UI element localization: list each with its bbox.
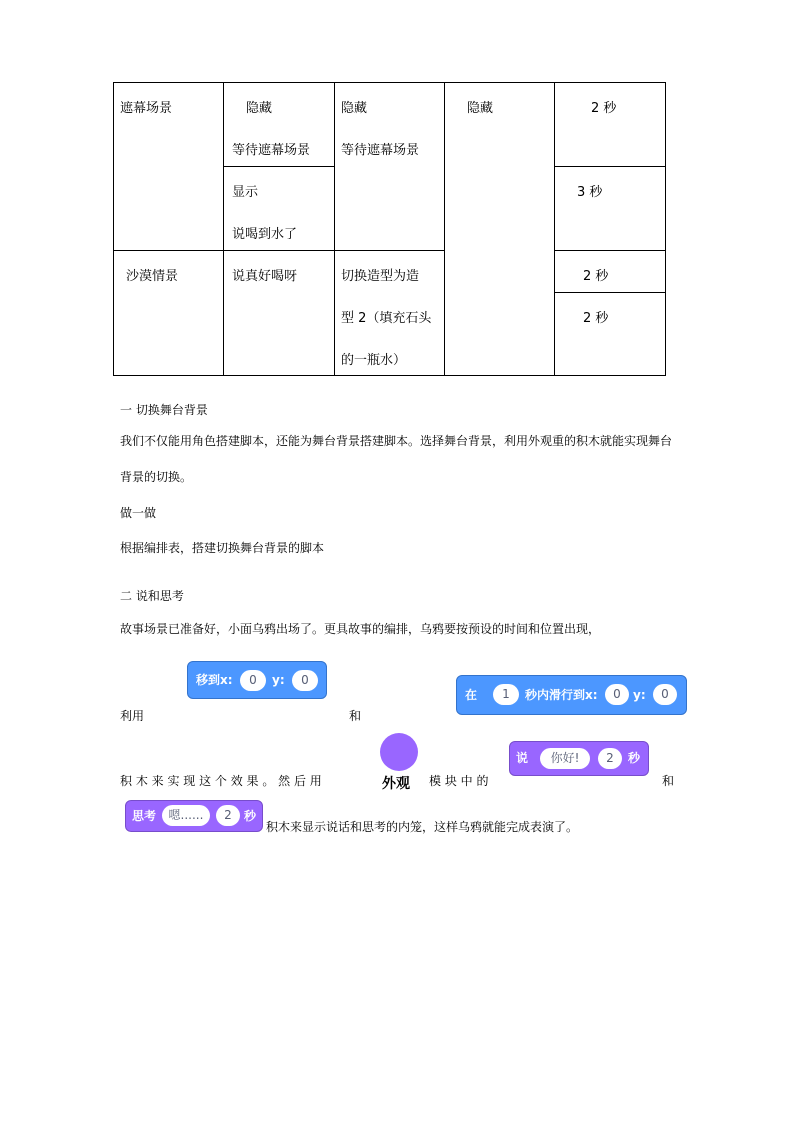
x-input: 0 bbox=[240, 670, 266, 691]
say-block bbox=[509, 741, 649, 776]
think-block bbox=[125, 800, 263, 832]
secs-input: 1 bbox=[493, 684, 519, 705]
goto-xy-block bbox=[187, 661, 327, 699]
scene-cell-2 bbox=[114, 251, 224, 376]
paragraph-text: 积 木 来 实 现 这 个 效 果 。 然 后 用 bbox=[120, 774, 322, 788]
table-cell bbox=[224, 167, 335, 251]
paragraph-text: 利用 bbox=[120, 709, 145, 723]
block-label: y: bbox=[272, 673, 285, 687]
cell-text: 2 秒 bbox=[583, 269, 609, 284]
section-heading: 二 说和思考 bbox=[120, 589, 184, 603]
cell-text: 型 2（填充石头 bbox=[341, 311, 432, 326]
table-cell bbox=[224, 251, 335, 376]
cell-text: 隐藏 bbox=[341, 101, 368, 116]
scene-cell-1 bbox=[114, 83, 224, 251]
paragraph-text: 积木来显示说话和思考的内笼，这样乌鸦就能完成表演了。 bbox=[266, 820, 579, 834]
secs-input: 2 bbox=[598, 748, 622, 769]
block-label: 秒 bbox=[628, 751, 641, 765]
table-cell bbox=[555, 251, 666, 293]
cell-text: 说真好喝呀 bbox=[232, 269, 298, 284]
table-cell bbox=[335, 83, 445, 251]
looks-category-label: 外观 bbox=[382, 776, 410, 792]
paragraph-line: 故事场景已准备好，小面乌鸦出场了。更具故事的编排，乌鸦要按预设的时间和位置出现， bbox=[120, 622, 601, 636]
cell-text: 切换造型为造 bbox=[341, 269, 420, 284]
table-cell bbox=[555, 83, 666, 167]
block-label: 思考 bbox=[132, 809, 157, 823]
y-input: 0 bbox=[653, 684, 677, 705]
schedule-table bbox=[113, 82, 666, 376]
table-cell bbox=[555, 293, 666, 376]
section-heading: 一 切换舞台背景 bbox=[120, 403, 208, 417]
block-label: 说 bbox=[516, 751, 529, 765]
block-label: 在 bbox=[465, 688, 478, 702]
cell-text: 等待遮幕场景 bbox=[232, 143, 311, 158]
table-cell bbox=[224, 83, 335, 167]
looks-category-icon bbox=[380, 733, 418, 771]
cell-text: 说喝到水了 bbox=[232, 227, 298, 242]
paragraph-line: 我们不仅能用角色搭建脚本，还能为舞台背景搭建脚本。选择舞台背景，利用外观重的积木就能实现舞台 bbox=[120, 434, 673, 448]
y-input: 0 bbox=[292, 670, 318, 691]
secs-input: 2 bbox=[216, 805, 240, 826]
table-cell bbox=[555, 167, 666, 251]
say-text-input: 你好! bbox=[540, 748, 590, 769]
scene-label: 沙漠情景 bbox=[126, 269, 179, 284]
think-text-input: 嗯...... bbox=[162, 805, 210, 826]
task-text: 根据编排表，搭建切换舞台背景的脚本 bbox=[120, 541, 325, 555]
cell-text: 隐藏 bbox=[246, 101, 273, 116]
block-label: 秒 bbox=[244, 809, 257, 823]
x-input: 0 bbox=[605, 684, 629, 705]
paragraph-text: 模 块 中 的 bbox=[429, 774, 489, 788]
cell-text: 隐藏 bbox=[467, 101, 494, 116]
paragraph-text: 和 bbox=[349, 709, 362, 723]
block-label: 移到x: bbox=[196, 673, 233, 687]
paragraph-line: 背景的切换。 bbox=[120, 470, 193, 484]
table-cell bbox=[445, 83, 555, 376]
glide-block bbox=[456, 675, 687, 715]
block-label: y: bbox=[633, 688, 646, 702]
cell-text: 2 秒 bbox=[583, 311, 609, 326]
table-cell bbox=[335, 251, 445, 376]
try-it-label: 做一做 bbox=[120, 506, 157, 520]
paragraph-text: 和 bbox=[662, 774, 675, 788]
cell-text: 显示 bbox=[232, 185, 259, 200]
cell-text: 的一瓶水） bbox=[341, 353, 407, 368]
scene-label: 遮幕场景 bbox=[120, 101, 173, 116]
cell-text: 3 秒 bbox=[577, 185, 603, 200]
cell-text: 等待遮幕场景 bbox=[341, 143, 420, 158]
cell-text: 2 秒 bbox=[591, 101, 617, 116]
block-label: 秒内滑行到x: bbox=[525, 688, 598, 702]
